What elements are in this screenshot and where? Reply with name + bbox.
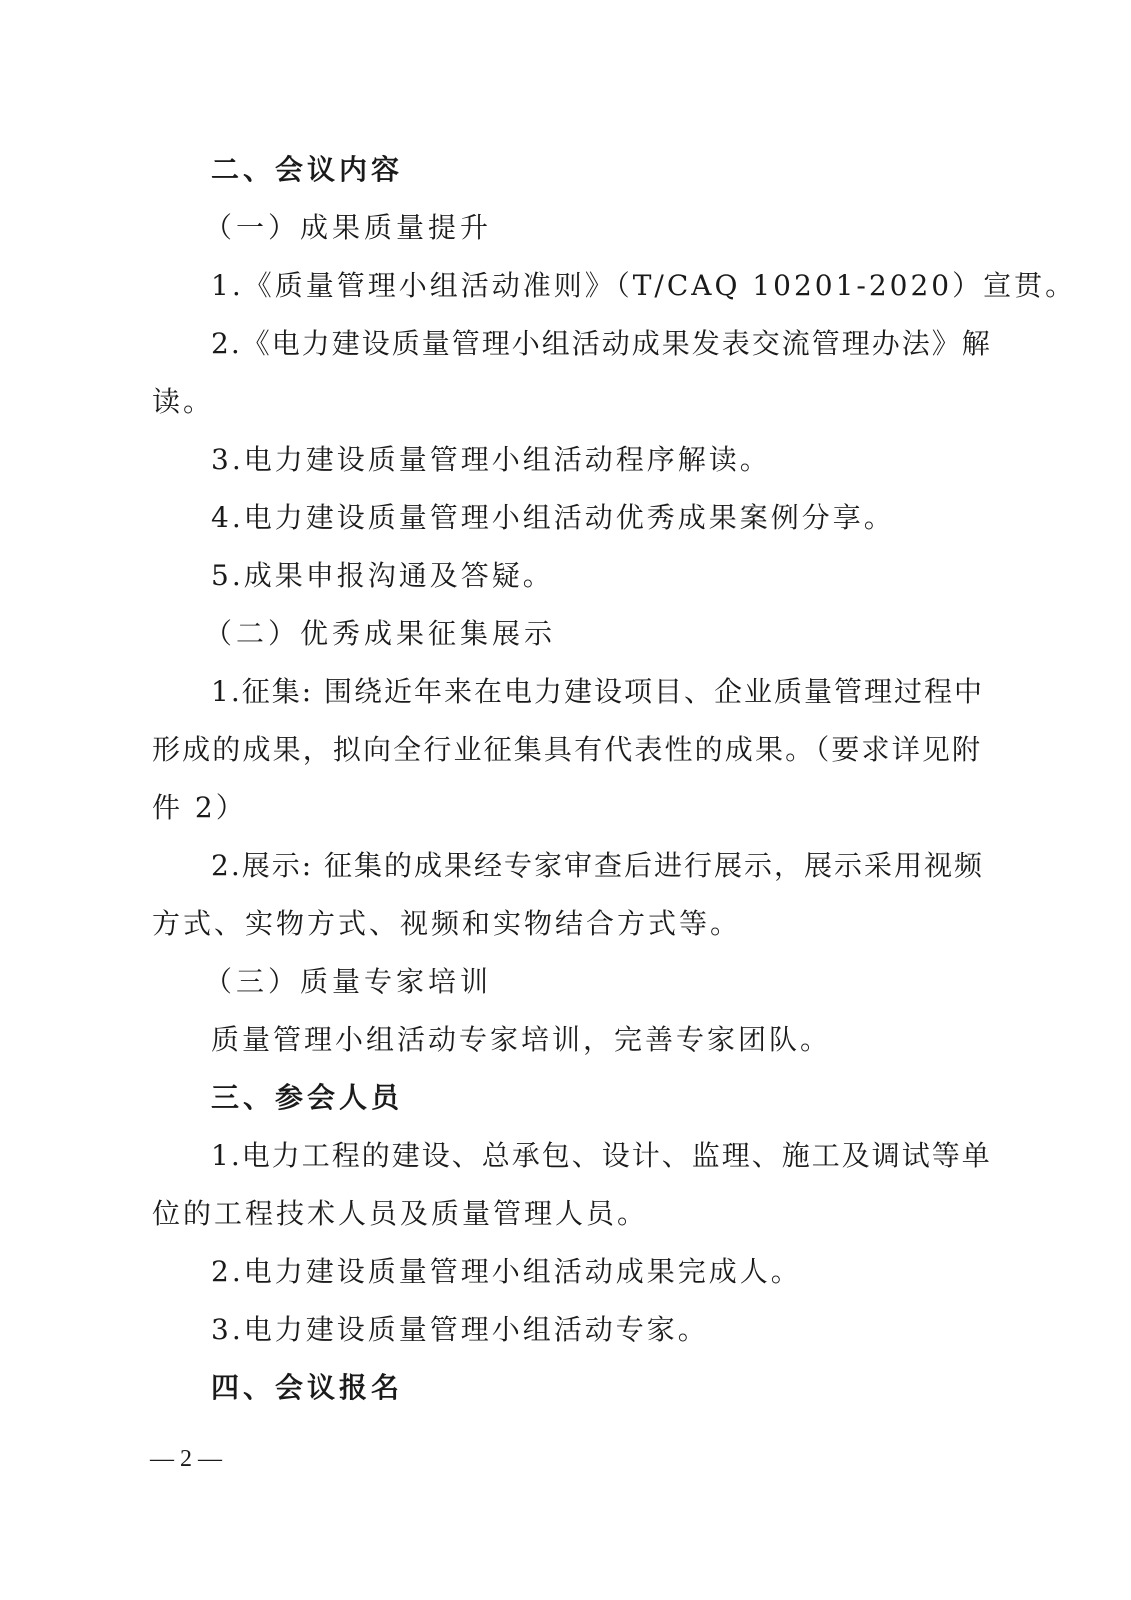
subsection-heading-expert-training: （三）质量专家培训 xyxy=(204,965,493,998)
list-item-continuation: 方式、实物方式、视频和实物结合方式等。 xyxy=(152,907,742,940)
subsection-heading-quality-improvement: （一）成果质量提升 xyxy=(204,211,493,244)
section-heading-attendees: 三、参会人员 xyxy=(211,1081,404,1114)
subsection-heading-excellent-results: （二）优秀成果征集展示 xyxy=(204,617,557,650)
list-item-continuation: 件 2） xyxy=(152,791,247,824)
list-item-continuation: 读。 xyxy=(152,385,215,418)
list-item: 5.成果申报沟通及答疑。 xyxy=(211,559,554,592)
list-item: 2.《电力建设质量管理小组活动成果发表交流管理办法》解 xyxy=(211,327,992,360)
list-item: 4.电力建设质量管理小组活动优秀成果案例分享。 xyxy=(211,501,895,534)
document-body xyxy=(152,141,1077,1417)
list-item: 1.电力工程的建设、总承包、设计、监理、施工及调试等单 xyxy=(211,1139,992,1172)
list-item-continuation: 位的工程技术人员及质量管理人员。 xyxy=(152,1197,649,1230)
section-heading-meeting-content: 二、会议内容 xyxy=(211,153,404,186)
list-item: 3.电力建设质量管理小组活动程序解读。 xyxy=(211,443,771,476)
list-item: 2.展示: 征集的成果经专家审查后进行展示，展示采用视频 xyxy=(211,849,985,882)
list-item: 2.电力建设质量管理小组活动成果完成人。 xyxy=(211,1255,802,1288)
list-item: 1.征集: 围绕近年来在电力建设项目、企业质量管理过程中 xyxy=(211,675,985,708)
section-heading-registration: 四、会议报名 xyxy=(211,1371,404,1404)
list-item: 3.电力建设质量管理小组活动专家。 xyxy=(211,1313,709,1346)
list-item: 1.《质量管理小组活动准则》（T/CAQ 10201-2020）宣贯。 xyxy=(211,269,1077,302)
paragraph: 质量管理小组活动专家培训，完善专家团队。 xyxy=(211,1023,832,1056)
list-item-continuation: 形成的成果，拟向全行业征集具有代表性的成果。（要求详见附 xyxy=(152,733,982,766)
page-number: — 2 — xyxy=(150,1446,222,1472)
